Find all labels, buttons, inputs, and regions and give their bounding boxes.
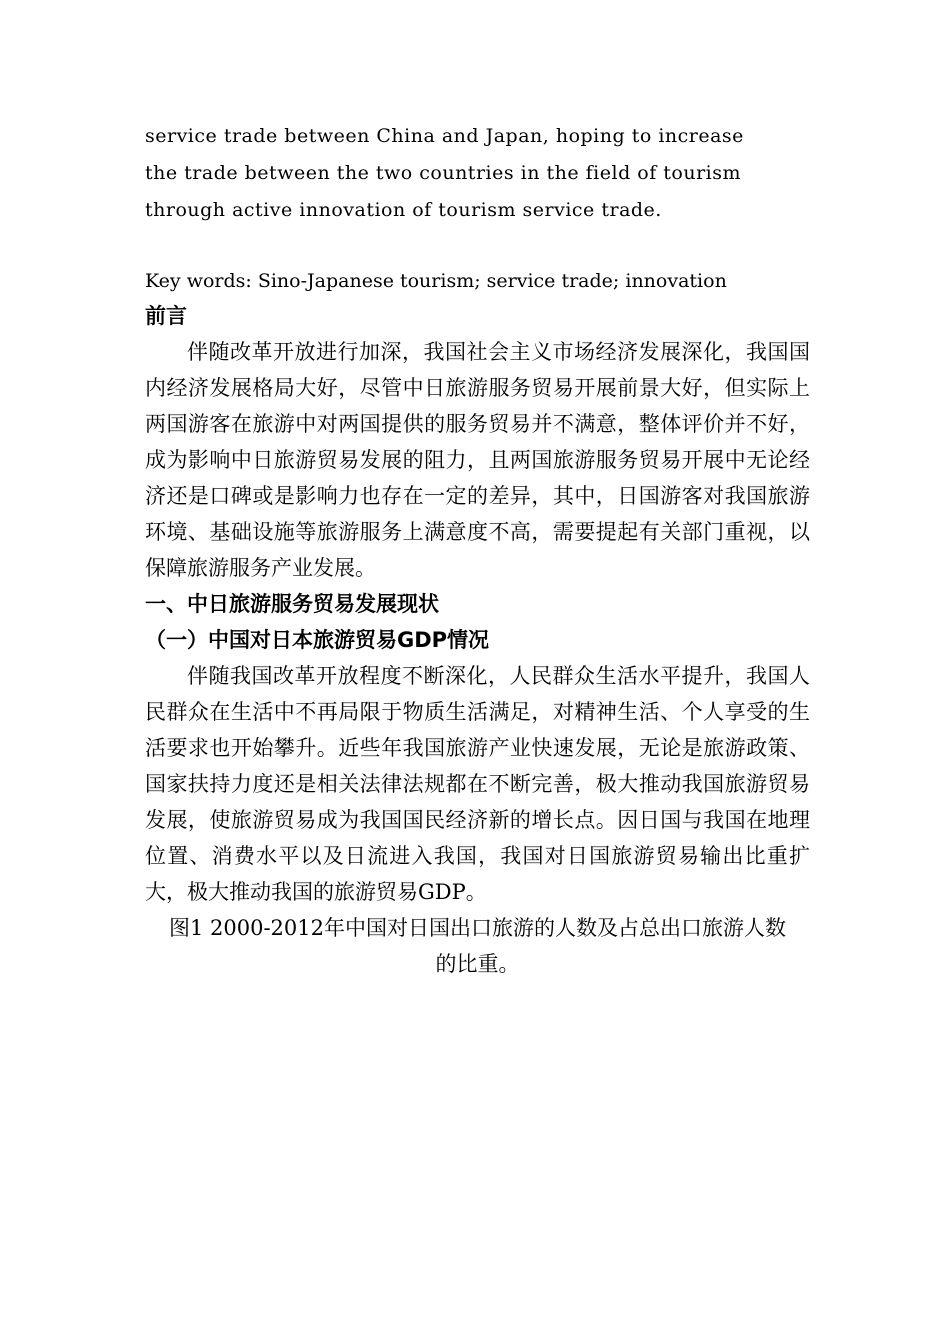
document-page xyxy=(145,118,810,982)
section-1-heading: 一、中日旅游服务贸易发展现状 xyxy=(145,592,439,616)
figure-caption xyxy=(145,910,810,982)
abstract-line-2: the trade between the two countries in the field of tourism xyxy=(145,162,742,184)
figure-caption-line-1: 图1 2000-2012年中国对日国出口旅游的人数及占总出口旅游人数 xyxy=(168,916,787,940)
section-1-subheading: （一）中国对日本旅游贸易GDP情况 xyxy=(145,628,490,652)
english-abstract xyxy=(145,118,810,229)
keywords-line: Key words: Sino-Japanese tourism; service trade; innovation xyxy=(145,270,727,292)
preface-paragraph: 伴随改革开放进行加深，我国社会主义市场经济发展深化，我国国内经济发展格局大好，尽管中日旅游服务贸易开展前景大好，但实际上两国游客在旅游中对两国提供的服务贸易并不满意，整体评价并不好，成为影响中日旅游贸易发展的阻力，且两国旅游服务贸易开展中无论经济还是口碑或是影响力也存在一定的差异，其中，日国游客对我国旅游环境、基础设施等旅游服务上满意度不高，需要提起有关部门重视，以保障旅游服务产业发展。 xyxy=(145,340,810,580)
abstract-line-1: service trade between China and Japan, hoping to increase xyxy=(145,125,744,147)
abstract-line-3: through active innovation of tourism service trade. xyxy=(145,199,662,221)
figure-caption-line-2: 的比重。 xyxy=(435,952,520,976)
preface-heading: 前言 xyxy=(145,304,187,328)
section-1-paragraph: 伴随我国改革开放程度不断深化，人民群众生活水平提升，我国人民群众在生活中不再局限于物质生活满足，对精神生活、个人享受的生活要求也开始攀升。近些年我国旅游产业快速发展，无论是旅游政策、国家扶持力度还是相关法律法规都在不断完善，极大推动我国旅游贸易发展，使旅游贸易成为我国国民经济新的增长点。因日国与我国在地理位置、消费水平以及日流进入我国，我国对日国旅游贸易输出比重扩大，极大推动我国的旅游贸易GDP。 xyxy=(145,664,810,904)
